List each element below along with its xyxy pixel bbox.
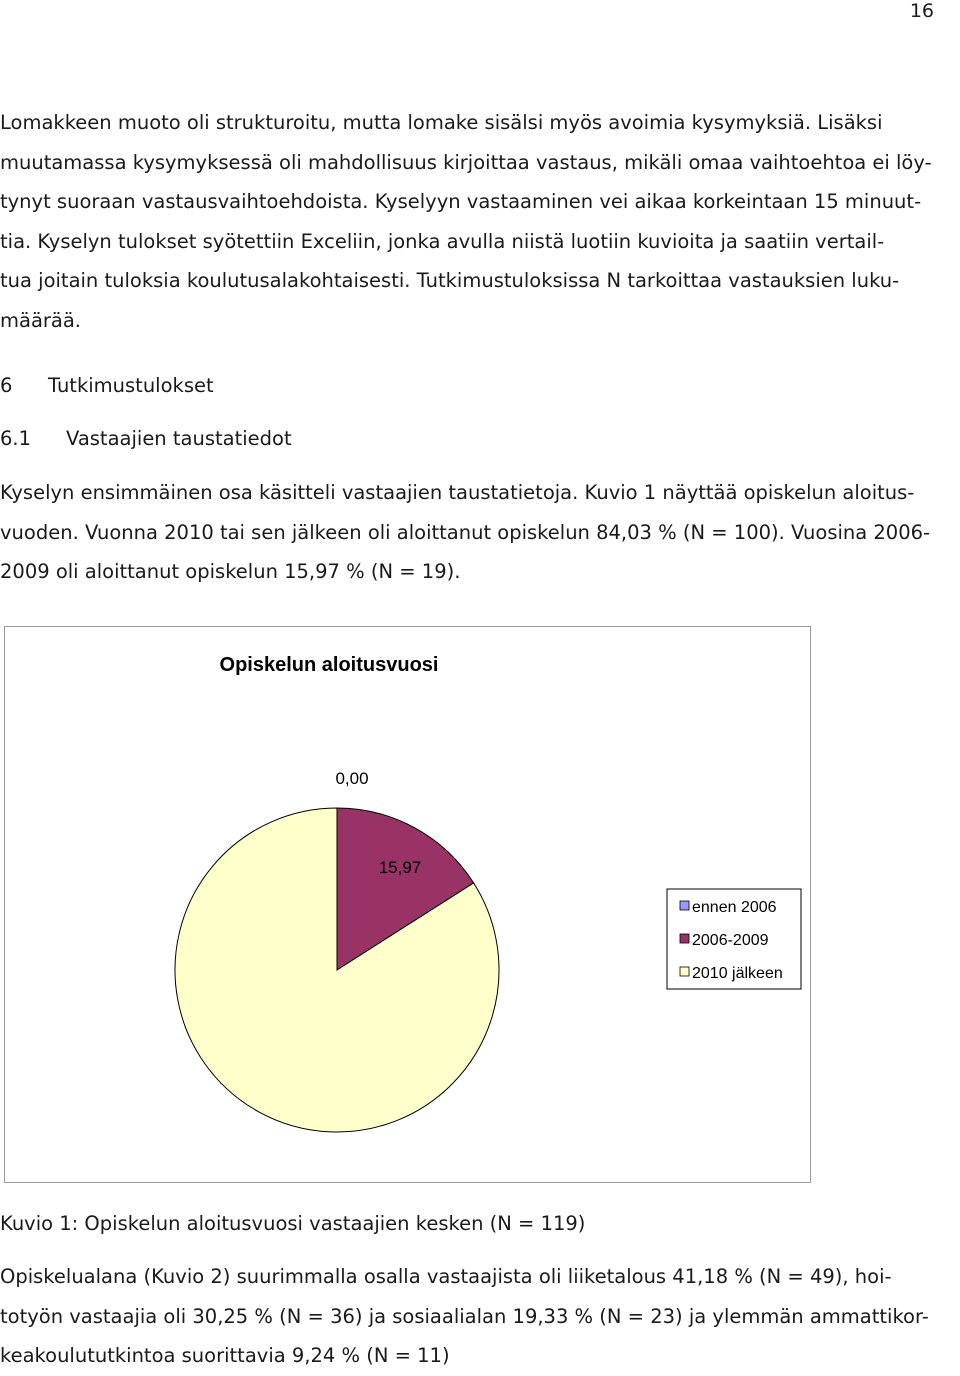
text-line: Kyselyn ensimmäinen osa käsitteli vastaajien taustatietoja. Kuvio 1 näyttää opiskelun aloitus-	[0, 481, 915, 504]
subsection-heading	[0, 427, 292, 451]
text-line: vuoden. Vuonna 2010 tai sen jälkeen oli aloittanut opiskelun 84,03 % (N = 100). Vuosina 2006-	[0, 520, 931, 544]
subsection-number: 6.1	[0, 427, 32, 450]
text-line: muutamassa kysymyksessä oli mahdollisuus kirjoittaa vastaus, mikäli omaa vaihtoehtoa ei löy-	[0, 150, 932, 174]
page-number: 16	[909, 0, 934, 22]
intro-paragraph	[0, 103, 932, 340]
figure-caption: Kuvio 1: Opiskelun aloitusvuosi vastaajien kesken (N = 119)	[0, 1212, 586, 1235]
pie-chart	[5, 627, 810, 1182]
subsection-title: Vastaajien taustatiedot	[66, 427, 292, 450]
data-label: 0,00	[335, 769, 369, 788]
text-line: totyön vastaajia oli 30,25 % (N = 36) ja sosiaalialan 19,33 % (N = 23) ja ylemmän ammattikor-	[0, 1304, 929, 1328]
text-line: tynyt suoraan vastausvaihtoehdoista. Kyselyyn vastaaminen vei aikaa korkeintaan 15 minuut-	[0, 190, 922, 213]
text-line: tua joitain tuloksia koulutusalakohtaisesti. Tutkimustuloksissa N tarkoittaa vastauksien luku-	[0, 269, 900, 292]
legend	[667, 889, 801, 989]
data-label: 15,97	[378, 858, 422, 877]
chart-title: Opiskelun aloitusvuosi	[219, 654, 439, 676]
text-line: tia. Kyselyn tulokset syötettiin Exceliin, jonka avulla niistä luotiin kuvioita ja saatiin vertail-	[0, 229, 885, 253]
text-line: määrää.	[0, 308, 82, 332]
legend-swatch	[680, 934, 689, 943]
pie-chart-frame	[4, 626, 811, 1183]
legend-swatch	[680, 901, 689, 910]
text-line: Opiskelualana (Kuvio 2) suurimmalla osalla vastaajista oli liiketalous 41,18 % (N = 49), hoi-	[0, 1265, 892, 1288]
field-of-study-paragraph	[0, 1257, 929, 1376]
legend-label: ennen 2006	[692, 899, 777, 916]
section-number: 6	[0, 374, 13, 397]
legend-label: 2006-2009	[692, 932, 769, 949]
background-paragraph	[0, 473, 930, 592]
section-title: Tutkimustulokset	[48, 374, 214, 397]
text-line: 2009 oli aloittanut opiskelun 15,97 % (N = 19).	[0, 560, 461, 583]
text-line: Lomakkeen muoto oli strukturoitu, mutta lomake sisälsi myös avoimia kysymyksiä. Lisäksi	[0, 111, 883, 134]
text-line: keakoulututkintoa suorittavia 9,24 % (N = 11)	[0, 1344, 450, 1367]
legend-swatch	[680, 967, 689, 976]
section-heading	[0, 374, 214, 398]
legend-label: 2010 jälkeen	[692, 965, 783, 982]
